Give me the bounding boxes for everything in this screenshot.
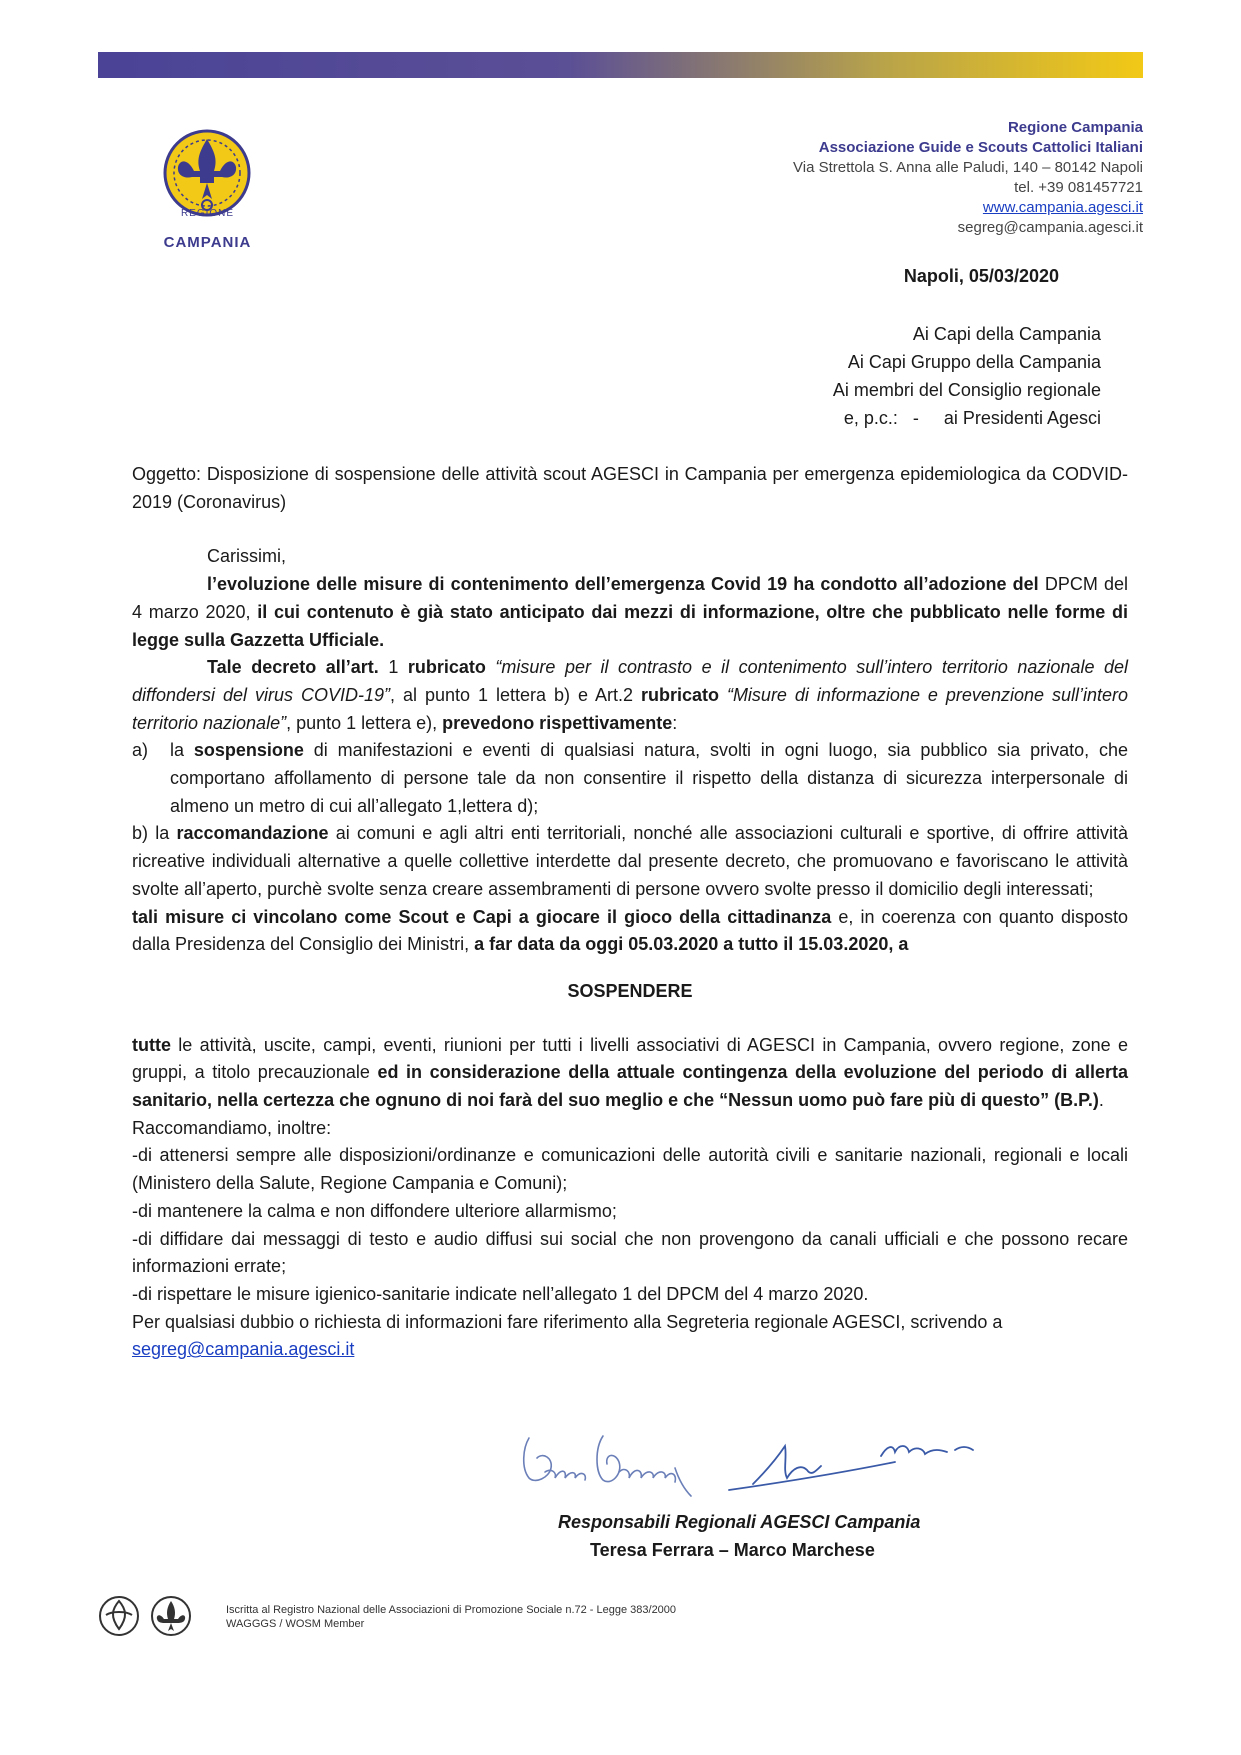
- footer-text: [226, 1603, 676, 1631]
- p2-italic-d: “misure per il contrasto e il contenimento sull’intero territorio nazionale del diffondersi del virus COVID-19”: [132, 657, 1129, 705]
- phone: tel. +39 081457721: [1014, 179, 1143, 196]
- logo-region-text: REGIONE: [180, 208, 235, 219]
- p2-text-b: 1: [378, 657, 408, 678]
- p2-bold-i: prevedono rispettivamente: [442, 712, 673, 733]
- salutation: Carissimi,: [207, 546, 286, 567]
- p4-bold-a: tutte: [132, 1034, 171, 1055]
- recommendation-item: -di rispettare le misure igienico-sanitarie indicate nell’allegato 1 del DPCM del 4 marzo 2020.: [132, 1283, 869, 1304]
- list-item-b: [132, 820, 1128, 903]
- list-item-text: [170, 737, 1128, 820]
- p3-bold-c: a far data da oggi 05.03.2020 a tutto il 15.03.2020, a: [474, 934, 909, 955]
- item-b-text-3: ai comuni e agli altri enti territoriali, nonché alle associazioni culturali e sportive, di offrire attività ricreative individuali alternative a quelle collettive interdette dal presente decreto, che promuovano e favoriscano le attività svolte all’aperto, purchè svolte senza creare assembramenti di persone ovvero svolte presso il domicilio degli interessati;: [132, 823, 1128, 899]
- address: Via Strettola S. Anna alle Paludi, 140 – 80142 Napoli: [793, 159, 1143, 176]
- paragraph-2: [132, 654, 1128, 737]
- region-name: Regione Campania: [1007, 119, 1143, 136]
- p2-bold-c: rubricato: [407, 657, 486, 678]
- spacer: [132, 516, 1128, 543]
- letter-date: Napoli, 05/03/2020: [903, 266, 1059, 286]
- p1-bold-a: l’evoluzione delle misure di contenimento dell’emergenza Covid 19 ha condotto all’adozione del: [207, 574, 1039, 595]
- association-name: Associazione Guide e Scouts Cattolici Italiani: [818, 139, 1143, 156]
- recommendation-item: -di attenersi sempre alle disposizioni/ordinanze e comunicazioni delle autorità civili e sanitarie nazionali, regionali e locali (Ministero della Salute, Regione Campania e Comuni);: [132, 1145, 1128, 1194]
- item-a-text-3: di manifestazioni e eventi di qualsiasi natura, svolti in ogni luogo, sia pubblico sia privato, che comportano affollamento di persone tale da non consentire il rispetto della distanza di sicurezza interpersonale di almeno un metro di cui all’allegato 1,lettera d);: [170, 740, 1128, 816]
- p2-text-h: , punto 1 lettera e),: [286, 712, 443, 733]
- item-b-text-1: b) la: [132, 823, 177, 844]
- footer-line-2: WAGGGS / WOSM Member: [226, 1618, 365, 1630]
- p4-text-b: le attività, uscite, campi, eventi, riunioni per tutti i livelli associativi di AGESCI in Campania, ovvero regione, zone e gruppi, a titolo precauzionale: [132, 1034, 1128, 1083]
- item-b-bold: raccomandazione: [176, 823, 329, 844]
- p1-bold-c: il cui contenuto è già stato anticipato dai mezzi di informazione, oltre che pubblicato nelle forme di legge sulla Gazzetta Ufficiale.: [132, 601, 1128, 650]
- p2-bold-f: rubricato: [640, 684, 719, 705]
- suspend-heading: SOSPENDERE: [567, 980, 693, 1001]
- letterhead: [793, 118, 1143, 238]
- paragraph-1: [132, 571, 1128, 654]
- recipient-line: e, p.c.: - ai Presidenti Agesci: [843, 408, 1101, 428]
- recommend-intro: Raccomandiamo, inoltre:: [132, 1117, 332, 1138]
- letter-body: [132, 461, 1128, 1364]
- p2-text-j: :: [672, 712, 678, 733]
- item-a-text-1: la: [170, 740, 194, 761]
- p2-italic-g: “Misure di informazione e prevenzione sull’intero territorio nazionale”: [132, 684, 1128, 733]
- recommendation-item: -di mantenere la calma e non diffondere ulteriore allarmismo;: [132, 1200, 617, 1221]
- recipient-line: Ai membri del Consiglio regionale: [832, 380, 1101, 400]
- contact-text: Per qualsiasi dubbio o richiesta di informazioni fare riferimento alla Segreteria regionale AGESCI, scrivendo a: [132, 1311, 1003, 1332]
- p2-text-e: , al punto 1 lettera b) e Art.2: [390, 684, 641, 705]
- item-a-bold: sospensione: [193, 740, 304, 761]
- footer-line-1: Iscritta al Registro Nazional delle Associazioni di Promozione Sociale n.72 - Legge 383/2000: [226, 1604, 677, 1616]
- signature-role: Responsabili Regionali AGESCI Campania: [558, 1512, 921, 1532]
- logo-campania-text: CAMPANIA: [163, 234, 252, 251]
- list-item-a: [132, 737, 1128, 820]
- p2-bold-a: Tale decreto all’art.: [207, 657, 379, 678]
- signature-names: Teresa Ferrara – Marco Marchese: [590, 1540, 875, 1560]
- p1-text-b: DPCM del 4 marzo 2020,: [132, 574, 1128, 622]
- wagggs-logo-icon: [98, 1595, 140, 1637]
- recipients-block: [833, 320, 1101, 432]
- subject-line: Oggetto: Disposizione di sospensione delle attività scout AGESCI in Campania per emergenza epidemiologica da CODVID-2019 (Coronavirus): [132, 464, 1128, 512]
- handwritten-signatures: [515, 1428, 1005, 1500]
- p4-text-d: .: [1098, 1090, 1104, 1111]
- recipient-line: Ai Capi Gruppo della Campania: [847, 352, 1101, 372]
- contact-email-link[interactable]: segreg@campania.agesci.it: [132, 1339, 355, 1360]
- p3-text-b: e, in coerenza con quanto disposto dalla Presidenza del Consiglio dei Ministri,: [132, 906, 1128, 955]
- paragraph-4: [132, 1032, 1128, 1115]
- wosm-logo-icon: [150, 1595, 192, 1637]
- header-color-bar: [98, 52, 1143, 78]
- header-email: segreg@campania.agesci.it: [957, 219, 1143, 236]
- website-link[interactable]: www.campania.agesci.it: [982, 199, 1143, 216]
- p3-bold-a: tali misure ci vincolano come Scout e Capi a giocare il gioco della cittadinanza: [132, 906, 832, 927]
- paragraph-3: [132, 904, 1128, 959]
- p4-bold-c: ed in considerazione della attuale contingenza della evoluzione del periodo di allerta sanitario, nella certezza che ognuno di noi farà del suo meglio e che “Nessun uomo può fare più di questo” (B.P.): [132, 1062, 1128, 1111]
- recipient-line: Ai Capi della Campania: [912, 324, 1101, 344]
- recommendation-item: -di diffidare dai messaggi di testo e audio diffusi sui social che non provengono da canali ufficiali e che possono recare informazioni errate;: [132, 1228, 1128, 1277]
- list-item-label: a): [132, 740, 149, 761]
